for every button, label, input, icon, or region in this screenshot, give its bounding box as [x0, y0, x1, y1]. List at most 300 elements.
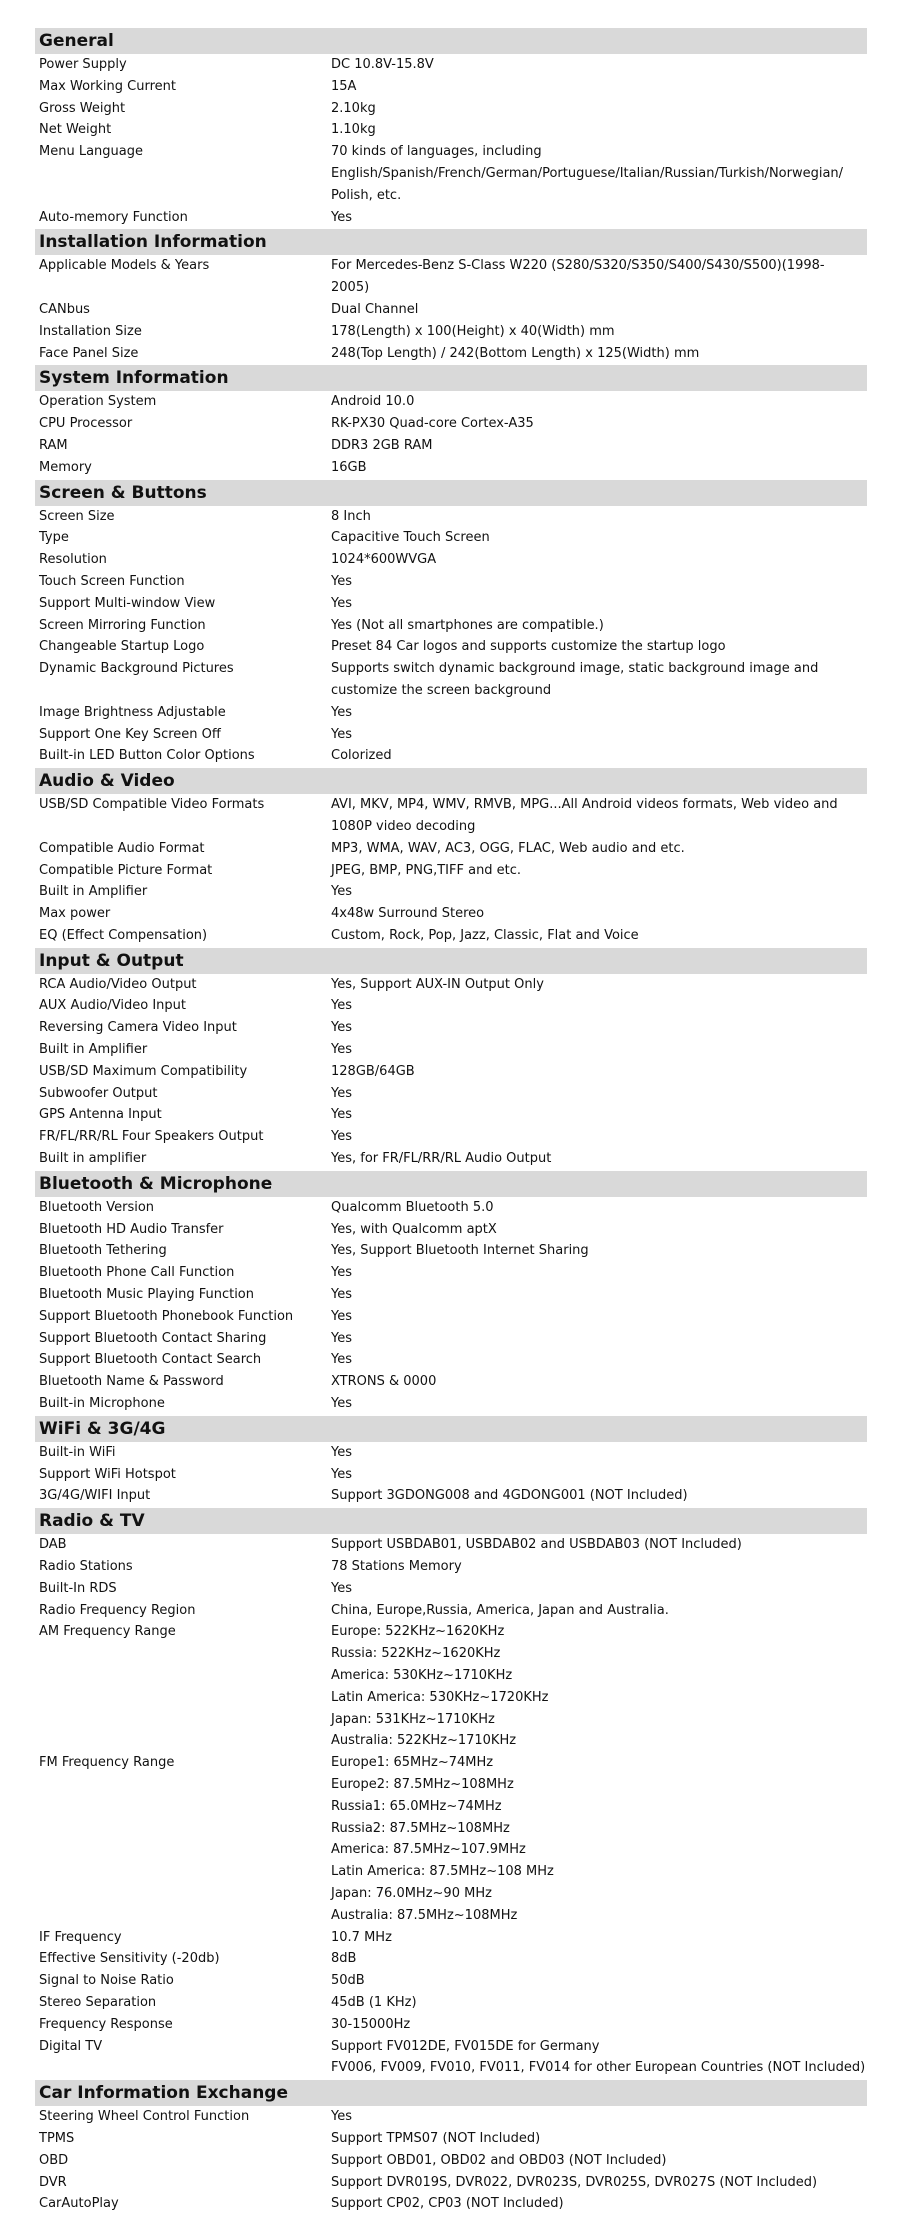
spec-row [35, 1104, 867, 1126]
spec-value [331, 881, 867, 903]
spec-value [331, 207, 867, 229]
spec-value-line: RK-PX30 Quad-core Cortex-A35 [331, 416, 534, 432]
spec-value-line: Russia1: 65.0MHz~74MHz [331, 1798, 502, 1814]
spec-label: Max power [39, 906, 111, 922]
spec-value-line: Europe: 522KHz~1620KHz [331, 1624, 505, 1640]
spec-label: Bluetooth HD Audio Transfer [39, 1221, 224, 1237]
spec-row [35, 881, 867, 903]
spec-value-line: Dual Channel [331, 301, 419, 317]
spec-value-line: Russia: 522KHz~1620KHz [331, 1646, 501, 1662]
spec-label: RCA Audio/Video Output [39, 976, 197, 992]
spec-label: Support Bluetooth Contact Search [39, 1352, 262, 1368]
spec-value-line: Europe1: 65MHz~74MHz [331, 1755, 494, 1771]
spec-value [331, 860, 867, 882]
spec-value [331, 1240, 867, 1262]
spec-value-line: Yes [331, 1396, 352, 1412]
spec-row [35, 1017, 867, 1039]
spec-value-line: 128GB/64GB [331, 1063, 415, 1079]
spec-value [331, 974, 867, 996]
spec-value-line: Australia: 522KHz~1710KHz [331, 1733, 517, 1749]
spec-row [35, 636, 867, 658]
spec-value [331, 299, 867, 321]
spec-value-line: JPEG, BMP, PNG,TIFF and etc. [331, 862, 522, 878]
spec-row [35, 571, 867, 593]
spec-row [35, 506, 867, 528]
spec-value [331, 98, 867, 120]
spec-value [331, 1970, 867, 1992]
spec-row [35, 1284, 867, 1306]
spec-value-line: Yes [331, 1107, 352, 1123]
spec-label: Applicable Models & Years [39, 258, 210, 274]
spec-label: Compatible Picture Format [39, 862, 213, 878]
spec-value-line: China, Europe,Russia, America, Japan and Australia. [331, 1602, 669, 1618]
spec-value [331, 1349, 867, 1371]
spec-section [35, 480, 867, 768]
spec-value [331, 925, 867, 947]
section-header: WiFi & 3G/4G [35, 1416, 867, 1442]
spec-value [331, 2036, 867, 2080]
section-header: Audio & Video [35, 768, 867, 794]
spec-row [35, 745, 867, 767]
spec-row [35, 98, 867, 120]
spec-value-line: Yes [331, 726, 352, 742]
spec-value-line: Russia2: 87.5MHz~108MHz [331, 1820, 510, 1836]
spec-label: Signal to Noise Ratio [39, 1973, 174, 1989]
spec-label: Bluetooth Phone Call Function [39, 1265, 235, 1281]
spec-value [331, 658, 867, 702]
spec-value-line: 1080P video decoding [331, 818, 476, 834]
spec-label: TPMS [39, 2130, 75, 2146]
spec-label: AUX Audio/Video Input [39, 998, 186, 1014]
spec-value [331, 1556, 867, 1578]
spec-value-line: Latin America: 530KHz~1720KHz [331, 1689, 549, 1705]
spec-label: Gross Weight [39, 100, 126, 116]
spec-value-line: DC 10.8V-15.8V [331, 57, 434, 72]
spec-row [35, 2014, 867, 2036]
spec-section [35, 948, 867, 1170]
spec-value [331, 636, 867, 658]
spec-value [331, 391, 867, 413]
spec-value-line: Yes [331, 1308, 352, 1324]
spec-value-line: FV006, FV009, FV010, FV011, FV014 for other European Countries (NOT Included) [331, 2060, 866, 2076]
spec-row [35, 391, 867, 413]
spec-label: Built-in WiFi [39, 1444, 116, 1460]
spec-row [35, 435, 867, 457]
section-header: System Information [35, 365, 867, 391]
spec-value-line: 2005) [331, 280, 370, 296]
spec-row [35, 1393, 867, 1415]
spec-value [331, 1992, 867, 2014]
spec-row [35, 2128, 867, 2150]
spec-value [331, 1393, 867, 1415]
spec-value-line: Colorized [331, 748, 392, 764]
spec-value-line: Polish, etc. [331, 187, 402, 203]
spec-label: Max Working Current [39, 78, 176, 94]
spec-label: Support WiFi Hotspot [39, 1466, 176, 1482]
spec-value [331, 2106, 867, 2128]
spec-value-line: Yes [331, 1085, 352, 1101]
spec-value-line: MP3, WMA, WAV, AC3, OGG, FLAC, Web audio and etc. [331, 840, 685, 856]
spec-label: Face Panel Size [39, 345, 139, 361]
spec-section [35, 1416, 867, 1507]
spec-label: Support Bluetooth Phonebook Function [39, 1308, 294, 1324]
spec-row [35, 1197, 867, 1219]
spec-value [331, 1104, 867, 1126]
spec-row [35, 1578, 867, 1600]
spec-value [331, 1017, 867, 1039]
spec-value [331, 255, 867, 299]
spec-row [35, 1752, 867, 1926]
spec-value [331, 76, 867, 98]
spec-row [35, 794, 867, 838]
spec-value-line: Yes [331, 1580, 352, 1596]
section-header: Bluetooth & Microphone [35, 1171, 867, 1197]
spec-value-line: 8dB [331, 1951, 357, 1967]
spec-row [35, 207, 867, 229]
spec-value-line: Support DVR019S, DVR022, DVR023S, DVR025S, DVR027S (NOT Included) [331, 2174, 818, 2190]
spec-label: DAB [39, 1537, 67, 1553]
spec-value-line: Capacitive Touch Screen [331, 530, 490, 546]
spec-label: Dynamic Background Pictures [39, 661, 234, 677]
spec-section [35, 2080, 867, 2215]
spec-label: Resolution [39, 552, 107, 568]
spec-label: USB/SD Compatible Video Formats [39, 797, 265, 813]
spec-value [331, 2150, 867, 2172]
spec-row [35, 1061, 867, 1083]
spec-value [331, 1534, 867, 1556]
spec-label: AM Frequency Range [39, 1624, 176, 1640]
spec-row [35, 903, 867, 925]
spec-value-line: Australia: 87.5MHz~108MHz [331, 1907, 518, 1923]
spec-value-line: For Mercedes-Benz S-Class W220 (S280/S320/S350/S400/S430/S500)(1998- [331, 258, 825, 274]
spec-row [35, 1148, 867, 1170]
spec-row [35, 593, 867, 615]
spec-label: Reversing Camera Video Input [39, 1020, 237, 1036]
spec-row [35, 1262, 867, 1284]
spec-label: FM Frequency Range [39, 1755, 175, 1771]
spec-label: Stereo Separation [39, 1994, 157, 2010]
spec-label: Touch Screen Function [39, 573, 185, 589]
spec-label: Operation System [39, 394, 157, 410]
spec-label: Radio Stations [39, 1559, 133, 1575]
spec-value [331, 506, 867, 528]
spec-value-line: Yes [331, 1330, 352, 1346]
spec-label: Support Multi-window View [39, 595, 216, 611]
spec-value-line: Yes, Support Bluetooth Internet Sharing [331, 1243, 589, 1259]
spec-row [35, 1083, 867, 1105]
spec-value [331, 1621, 867, 1752]
spec-value-line: Yes [331, 573, 352, 589]
section-header: General [35, 28, 867, 54]
spec-value-line: Yes [331, 2109, 352, 2125]
spec-value-line: 1.10kg [331, 122, 376, 138]
spec-label: 3G/4G/WIFI Input [39, 1488, 151, 1504]
section-header: Input & Output [35, 948, 867, 974]
spec-label: Screen Mirroring Function [39, 617, 206, 633]
spec-value-line: Yes [331, 1129, 352, 1145]
spec-row [35, 76, 867, 98]
spec-value-line: Yes [331, 1444, 352, 1460]
spec-value-line: 30-15000Hz [331, 2016, 411, 2032]
spec-label: Memory [39, 459, 92, 475]
spec-row [35, 1371, 867, 1393]
spec-label: Changeable Startup Logo [39, 639, 205, 655]
spec-row [35, 1534, 867, 1556]
spec-label: GPS Antenna Input [39, 1107, 162, 1123]
spec-value [331, 1284, 867, 1306]
spec-value [331, 2193, 867, 2215]
spec-row [35, 1328, 867, 1350]
spec-value-line: 178(Length) x 100(Height) x 40(Width) mm [331, 323, 615, 339]
spec-label: Built in Amplifier [39, 884, 148, 900]
spec-value [331, 457, 867, 479]
spec-value-line: XTRONS & 0000 [331, 1374, 437, 1390]
spec-value-line: Yes [331, 998, 352, 1014]
spec-section [35, 229, 867, 364]
spec-label: RAM [39, 437, 68, 453]
spec-value-line: 4x48w Surround Stereo [331, 906, 485, 922]
spec-label: Steering Wheel Control Function [39, 2109, 250, 2125]
spec-label: Bluetooth Music Playing Function [39, 1287, 255, 1303]
spec-section [35, 1508, 867, 2079]
spec-value-line: Yes [331, 1352, 352, 1368]
spec-value-line: Yes [331, 1020, 352, 1036]
spec-value-line: customize the screen background [331, 682, 552, 698]
spec-value-line: Yes [331, 595, 352, 611]
spec-label: Bluetooth Name & Password [39, 1374, 224, 1390]
spec-value-line: Yes [331, 704, 352, 720]
spec-value-line: Yes [331, 1466, 352, 1482]
spec-label: Radio Frequency Region [39, 1602, 196, 1618]
spec-value [331, 838, 867, 860]
spec-value-line: Supports switch dynamic background image, static background image and [331, 661, 819, 677]
section-header: Car Information Exchange [35, 2080, 867, 2106]
spec-label: Digital TV [39, 2038, 103, 2054]
spec-value [331, 1485, 867, 1507]
spec-value-line: Yes [331, 1265, 352, 1281]
spec-value [331, 1752, 867, 1926]
spec-label: Bluetooth Tethering [39, 1243, 167, 1259]
spec-value-line: 248(Top Length) / 242(Bottom Length) x 125(Width) mm [331, 345, 700, 361]
spec-row [35, 1219, 867, 1241]
spec-value-line: Support 3GDONG008 and 4GDONG001 (NOT Included) [331, 1488, 688, 1504]
spec-value [331, 1464, 867, 1486]
spec-row [35, 1464, 867, 1486]
spec-row [35, 255, 867, 299]
spec-value-line: Japan: 531KHz~1710KHz [331, 1711, 495, 1727]
spec-value [331, 343, 867, 365]
spec-label: Auto-memory Function [39, 209, 188, 225]
spec-row [35, 1240, 867, 1262]
spec-value [331, 724, 867, 746]
spec-value-line: America: 530KHz~1710KHz [331, 1668, 513, 1683]
spec-value-line: Yes [331, 209, 352, 225]
spec-value [331, 794, 867, 838]
spec-value-line: Preset 84 Car logos and supports customize the startup logo [331, 639, 726, 655]
spec-label: CarAutoPlay [39, 2196, 119, 2212]
spec-value-line: Europe2: 87.5MHz~108MHz [331, 1776, 514, 1792]
spec-label: Type [39, 530, 69, 546]
spec-label: FR/FL/RR/RL Four Speakers Output [39, 1129, 264, 1145]
spec-value-line: 2.10kg [331, 100, 376, 116]
spec-value [331, 1219, 867, 1241]
spec-value-line: 50dB [331, 1973, 365, 1989]
spec-value-line: DDR3 2GB RAM [331, 437, 433, 453]
spec-row [35, 119, 867, 141]
spec-value [331, 321, 867, 343]
spec-row [35, 527, 867, 549]
spec-value [331, 995, 867, 1017]
spec-value [331, 1600, 867, 1622]
spec-label: Image Brightness Adjustable [39, 704, 226, 720]
spec-row [35, 1442, 867, 1464]
spec-row [35, 141, 867, 206]
spec-row [35, 724, 867, 746]
spec-value [331, 54, 867, 76]
spec-label: Subwoofer Output [39, 1085, 158, 1101]
spec-label: EQ (Effect Compensation) [39, 927, 208, 943]
spec-label: Built-in Microphone [39, 1396, 165, 1412]
spec-value [331, 527, 867, 549]
spec-label: Compatible Audio Format [39, 840, 205, 856]
spec-label: Support One Key Screen Off [39, 726, 221, 742]
spec-value [331, 615, 867, 637]
spec-label: Support Bluetooth Contact Sharing [39, 1330, 267, 1346]
spec-value-line: Support CP02, CP03 (NOT Included) [331, 2196, 564, 2212]
spec-value [331, 1126, 867, 1148]
spec-row [35, 1600, 867, 1622]
spec-row [35, 615, 867, 637]
spec-value [331, 549, 867, 571]
spec-label: Net Weight [39, 122, 112, 138]
spec-label: Built-In RDS [39, 1580, 117, 1596]
spec-value [331, 413, 867, 435]
spec-value [331, 702, 867, 724]
spec-value [331, 1578, 867, 1600]
spec-section [35, 1171, 867, 1415]
spec-value [331, 1442, 867, 1464]
spec-value [331, 1039, 867, 1061]
spec-label: Built-in LED Button Color Options [39, 748, 255, 764]
spec-row [35, 2106, 867, 2128]
spec-value-line: 15A [331, 78, 357, 94]
spec-row [35, 1306, 867, 1328]
spec-value [331, 2014, 867, 2036]
spec-value-line: 10.7 MHz [331, 1929, 392, 1945]
spec-value-line: Support TPMS07 (NOT Included) [331, 2130, 541, 2146]
spec-value-line: Yes [331, 1287, 352, 1303]
spec-row [35, 2172, 867, 2194]
spec-value-line: 1024*600WVGA [331, 552, 437, 568]
spec-row [35, 1485, 867, 1507]
spec-value [331, 1328, 867, 1350]
spec-value [331, 1061, 867, 1083]
spec-row [35, 1039, 867, 1061]
spec-row [35, 1621, 867, 1752]
spec-label: Power Supply [39, 57, 127, 72]
spec-value-line: English/Spanish/French/German/Portuguese/Italian/Russian/Turkish/Norwegian/ [331, 165, 844, 181]
spec-value [331, 2128, 867, 2150]
spec-value-line: 16GB [331, 459, 367, 475]
spec-row [35, 1992, 867, 2014]
spec-section [35, 768, 867, 947]
spec-row [35, 549, 867, 571]
spec-value-line: 45dB (1 KHz) [331, 1994, 417, 2010]
spec-value-line: Support USBDAB01, USBDAB02 and USBDAB03 (NOT Included) [331, 1537, 742, 1553]
spec-value-line: Latin America: 87.5MHz~108 MHz [331, 1864, 554, 1880]
spec-row [35, 299, 867, 321]
spec-label: Frequency Response [39, 2016, 173, 2032]
spec-label: Menu Language [39, 144, 143, 160]
spec-row [35, 1556, 867, 1578]
spec-value-line: Yes, Support AUX-IN Output Only [331, 976, 544, 992]
spec-value-line: Yes (Not all smartphones are compatible.) [331, 617, 604, 633]
spec-value-line: Yes [331, 1042, 352, 1058]
spec-label: OBD [39, 2152, 69, 2168]
spec-section [35, 365, 867, 478]
spec-value [331, 593, 867, 615]
spec-value-line: Yes, with Qualcomm aptX [331, 1221, 497, 1237]
spec-row [35, 1970, 867, 1992]
spec-value [331, 1083, 867, 1105]
spec-value-line: 70 kinds of languages, including [331, 144, 542, 160]
spec-value-line: 78 Stations Memory [331, 1559, 462, 1575]
spec-section [35, 28, 867, 228]
spec-label: Bluetooth Version [39, 1199, 155, 1215]
spec-value [331, 1371, 867, 1393]
spec-row [35, 457, 867, 479]
spec-value-line: Custom, Rock, Pop, Jazz, Classic, Flat and Voice [331, 927, 639, 943]
spec-value [331, 571, 867, 593]
section-header: Radio & TV [35, 1508, 867, 1534]
spec-row [35, 1126, 867, 1148]
spec-value-line: Japan: 76.0MHz~90 MHz [331, 1885, 492, 1901]
spec-label: DVR [39, 2174, 67, 2190]
spec-sheet [35, 27, 867, 2215]
spec-value [331, 1306, 867, 1328]
spec-row [35, 925, 867, 947]
spec-value [331, 903, 867, 925]
spec-value [331, 2172, 867, 2194]
spec-label: Screen Size [39, 508, 115, 524]
spec-row [35, 2150, 867, 2172]
spec-row [35, 343, 867, 365]
spec-row [35, 702, 867, 724]
spec-value [331, 119, 867, 141]
spec-row [35, 413, 867, 435]
spec-row [35, 2193, 867, 2215]
spec-value-line: 8 Inch [331, 508, 371, 524]
spec-row [35, 995, 867, 1017]
spec-value [331, 745, 867, 767]
section-header: Screen & Buttons [35, 480, 867, 506]
spec-row [35, 2036, 867, 2080]
spec-label: Built in amplifier [39, 1151, 147, 1167]
spec-row [35, 1927, 867, 1949]
spec-value-line: America: 87.5MHz~107.9MHz [331, 1842, 526, 1858]
spec-value [331, 1927, 867, 1949]
spec-label: Installation Size [39, 323, 142, 339]
spec-row [35, 321, 867, 343]
spec-row [35, 860, 867, 882]
spec-label: CANbus [39, 301, 90, 317]
spec-value-line: Qualcomm Bluetooth 5.0 [331, 1199, 494, 1215]
spec-row [35, 974, 867, 996]
spec-row [35, 1948, 867, 1970]
spec-value-line: Yes, for FR/FL/RR/RL Audio Output [331, 1151, 552, 1167]
spec-row [35, 658, 867, 702]
spec-row [35, 54, 867, 76]
